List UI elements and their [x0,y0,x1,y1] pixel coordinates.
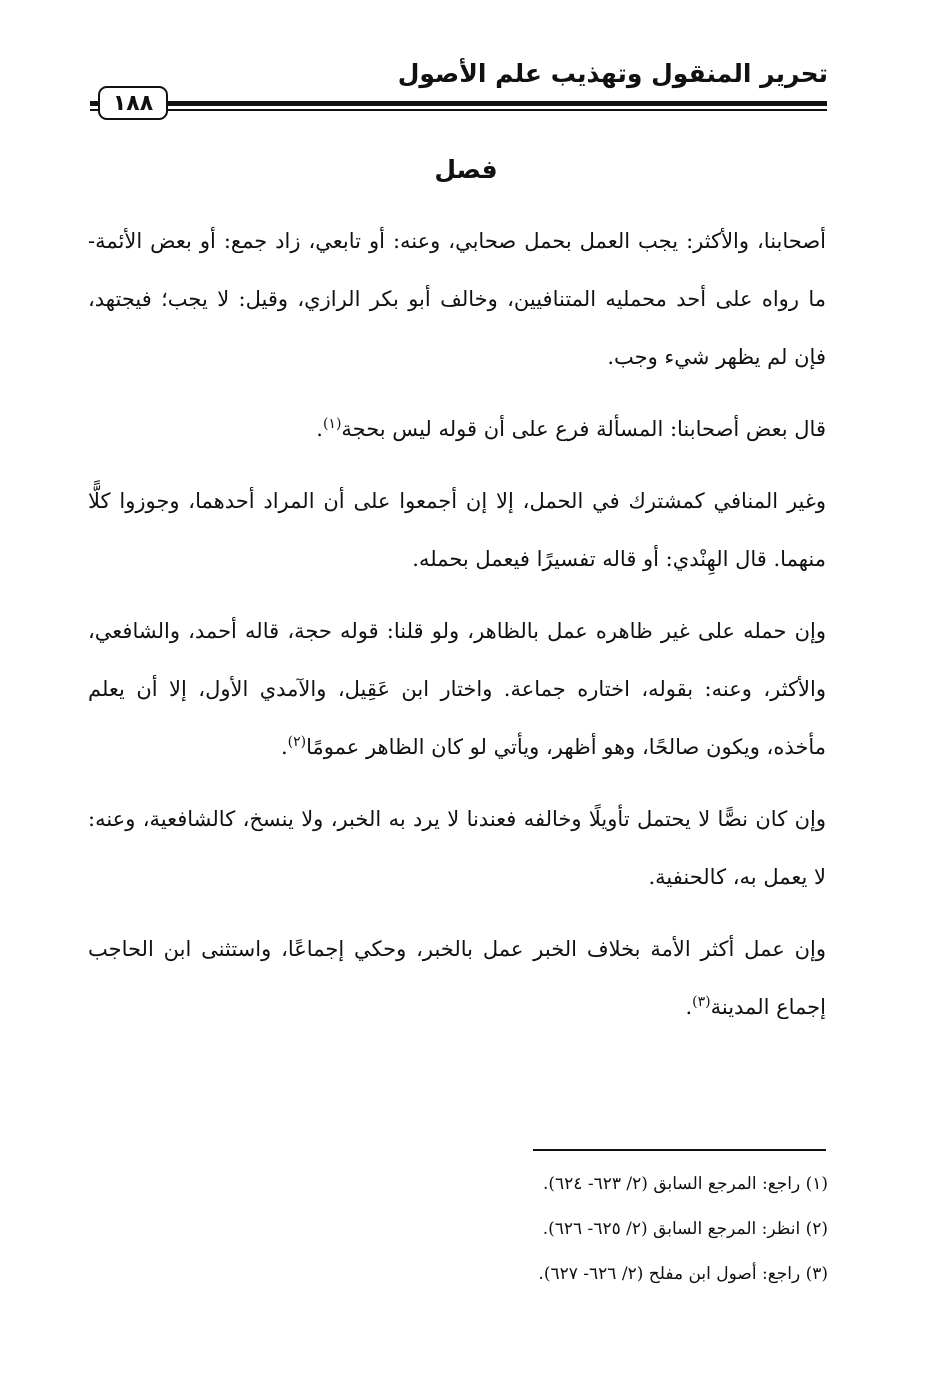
footnote-ref-2: (٢) [287,734,307,750]
footnote-2: (٢) انظر: المرجع السابق (٢/ ٦٢٥- ٦٢٦). [542,1219,828,1239]
page-number: ١٨٨ [98,86,168,120]
footnote-1: (١) راجع: المرجع السابق (٢/ ٦٢٣- ٦٢٤). [543,1174,828,1194]
paragraph-text: أصحابنا، والأكثر: يجب العمل بحمل صحابي، وعنه: أو تابعي، زاد جمع: أو بعض الأئمة- ما رواه على أحد محمليه المتنافيين، وخالف أبو بكر الرازي، وقيل: لا يجب؛ فيجتهد، فإن لم يظهر شيء وجب. [88,229,826,369]
footnotes [128,1162,828,1297]
running-header-title: تحرير المنقول وتهذيب علم الأصول [397,59,828,88]
body-text [88,212,826,1050]
paragraph-text: وإن كان نصًّا لا يحتمل تأويلًا وخالفه فعندنا لا يرد به الخبر، ولا ينسخ، كالشافعية، وعنه: لا يعمل به، كالحنفية. [88,807,826,889]
footnote-ref-1: (١) [322,416,342,432]
paragraph-6 [88,920,826,1036]
section-title: فصل [434,155,498,184]
paragraph-tail: . [316,417,323,441]
header-rule [90,101,827,106]
paragraph-tail: . [280,735,288,759]
paragraph-text: وإن حمله على غير ظاهره عمل بالظاهر، ولو قلنا: قوله حجة، قاله أحمد، والشافعي، والأكثر، وعنه: بقوله، اختاره جماعة. واختار ابن عَقِيل، والآمدي الأول، إلا أن يعلم مأخذه، ويكون صالحًا، وهو أظهر، ويأتي لو كان الظاهر عمومًا [88,619,826,759]
footnote-3: (٣) راجع: أصول ابن مفلح (٢/ ٦٢٦- ٦٢٧). [538,1264,828,1284]
paragraph-text: وإن عمل أكثر الأمة بخلاف الخبر عمل بالخبر، وحكي إجماعًا، واستثنى ابن الحاجب إجماع المدينة [88,937,826,1019]
header-rule-thin [90,109,827,111]
footnote-ref-3: (٣) [692,994,711,1010]
paragraph-tail: . [685,995,693,1019]
paragraph-4 [88,602,826,776]
paragraph-3 [88,472,826,588]
footnote-separator [533,1149,826,1151]
paragraph-text: وغير المنافي كمشترك في الحمل، إلا إن أجمعوا على أن المراد أحدهما، وجوزوا كلًّا منهما. قال الهِنْدي: أو قاله تفسيرًا فيعمل بحمله. [88,489,826,571]
paragraph-5 [88,790,826,906]
paragraph-1 [88,212,826,386]
paragraph-text: قال بعض أصحابنا: المسألة فرع على أن قوله ليس بحجة [341,417,826,441]
paragraph-2 [88,400,826,458]
